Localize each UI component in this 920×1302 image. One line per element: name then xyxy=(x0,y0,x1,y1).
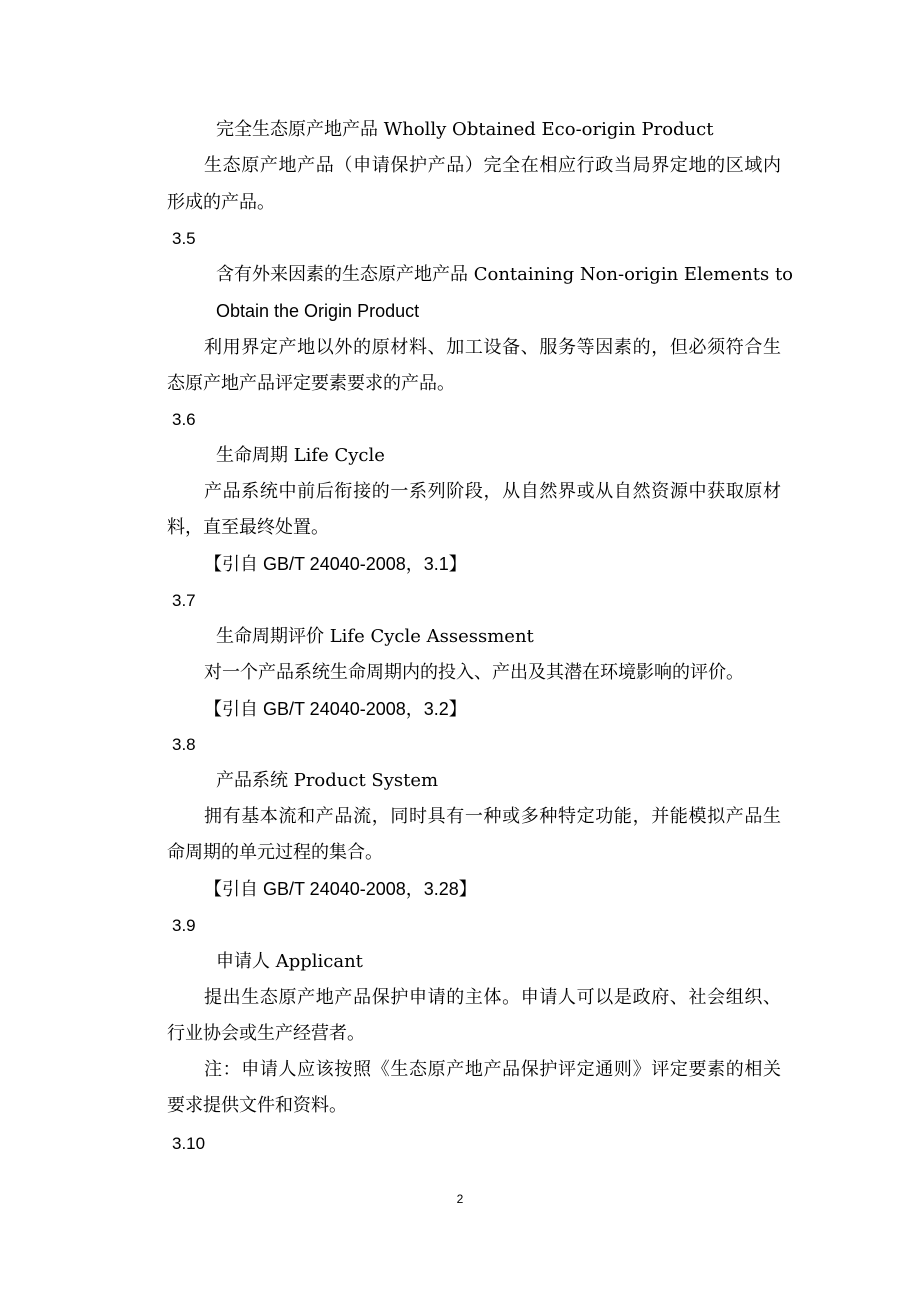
definition-line: 利用界定产地以外的原材料、加工设备、服务等因素的，但必须符合生 xyxy=(204,337,781,358)
term-product-system-title: 产品系统 Product System xyxy=(216,770,439,791)
clause-number: 3.5 xyxy=(172,229,196,248)
note-line: 注：申请人应该按照《生态原产地产品保护评定通则》评定要素的相关 xyxy=(204,1059,781,1080)
definition-line: 拥有基本流和产品流，同时具有一种或多种特定功能，并能模拟产品生 xyxy=(204,806,781,827)
definition-line: 态原产地产品评定要素要求的产品。 xyxy=(167,373,455,394)
note-line: 要求提供文件和资料。 xyxy=(167,1095,347,1116)
definition-line: 产品系统中前后衔接的一系列阶段，从自然界或从自然资源中获取原材 xyxy=(204,481,781,502)
definition-line: 命周期的单元过程的集合。 xyxy=(167,842,383,863)
citation-reference: 【引自 GB/T 24040-2008，3.28】 xyxy=(204,879,477,899)
term-wholly-obtained-title: 完全生态原产地产品 Wholly Obtained Eco-origin Product xyxy=(216,119,714,140)
term-containing-non-origin-title: 含有外来因素的生态原产地产品 Containing Non-origin Elements to xyxy=(216,264,794,285)
definition-line: 形成的产品。 xyxy=(167,192,275,213)
clause-number: 3.8 xyxy=(172,735,196,754)
definition-line: 对一个产品系统生命周期内的投入、产出及其潜在环境影响的评价。 xyxy=(204,662,744,683)
definition-line: 生态原产地产品（申请保护产品）完全在相应行政当局界定地的区域内 xyxy=(204,155,781,176)
clause-number: 3.10 xyxy=(172,1134,206,1153)
clause-number: 3.7 xyxy=(172,591,196,610)
citation-reference: 【引自 GB/T 24040-2008，3.2】 xyxy=(204,699,467,719)
term-life-cycle-title: 生命周期 Life Cycle xyxy=(216,445,385,466)
term-lca-title: 生命周期评价 Life Cycle Assessment xyxy=(216,626,534,647)
page-number: 2 xyxy=(456,1192,464,1206)
clause-number: 3.6 xyxy=(172,410,196,429)
definition-line: 行业协会或生产经营者。 xyxy=(167,1023,365,1044)
definition-line: 料，直至最终处置。 xyxy=(167,517,329,538)
citation-reference: 【引自 GB/T 24040-2008，3.1】 xyxy=(204,554,467,574)
term-applicant-title: 申请人 Applicant xyxy=(216,951,363,972)
clause-number: 3.9 xyxy=(172,916,196,935)
definition-line: 提出生态原产地产品保护申请的主体。申请人可以是政府、社会组织、 xyxy=(204,987,781,1008)
term-containing-non-origin-title-cont: Obtain the Origin Product xyxy=(216,301,420,321)
